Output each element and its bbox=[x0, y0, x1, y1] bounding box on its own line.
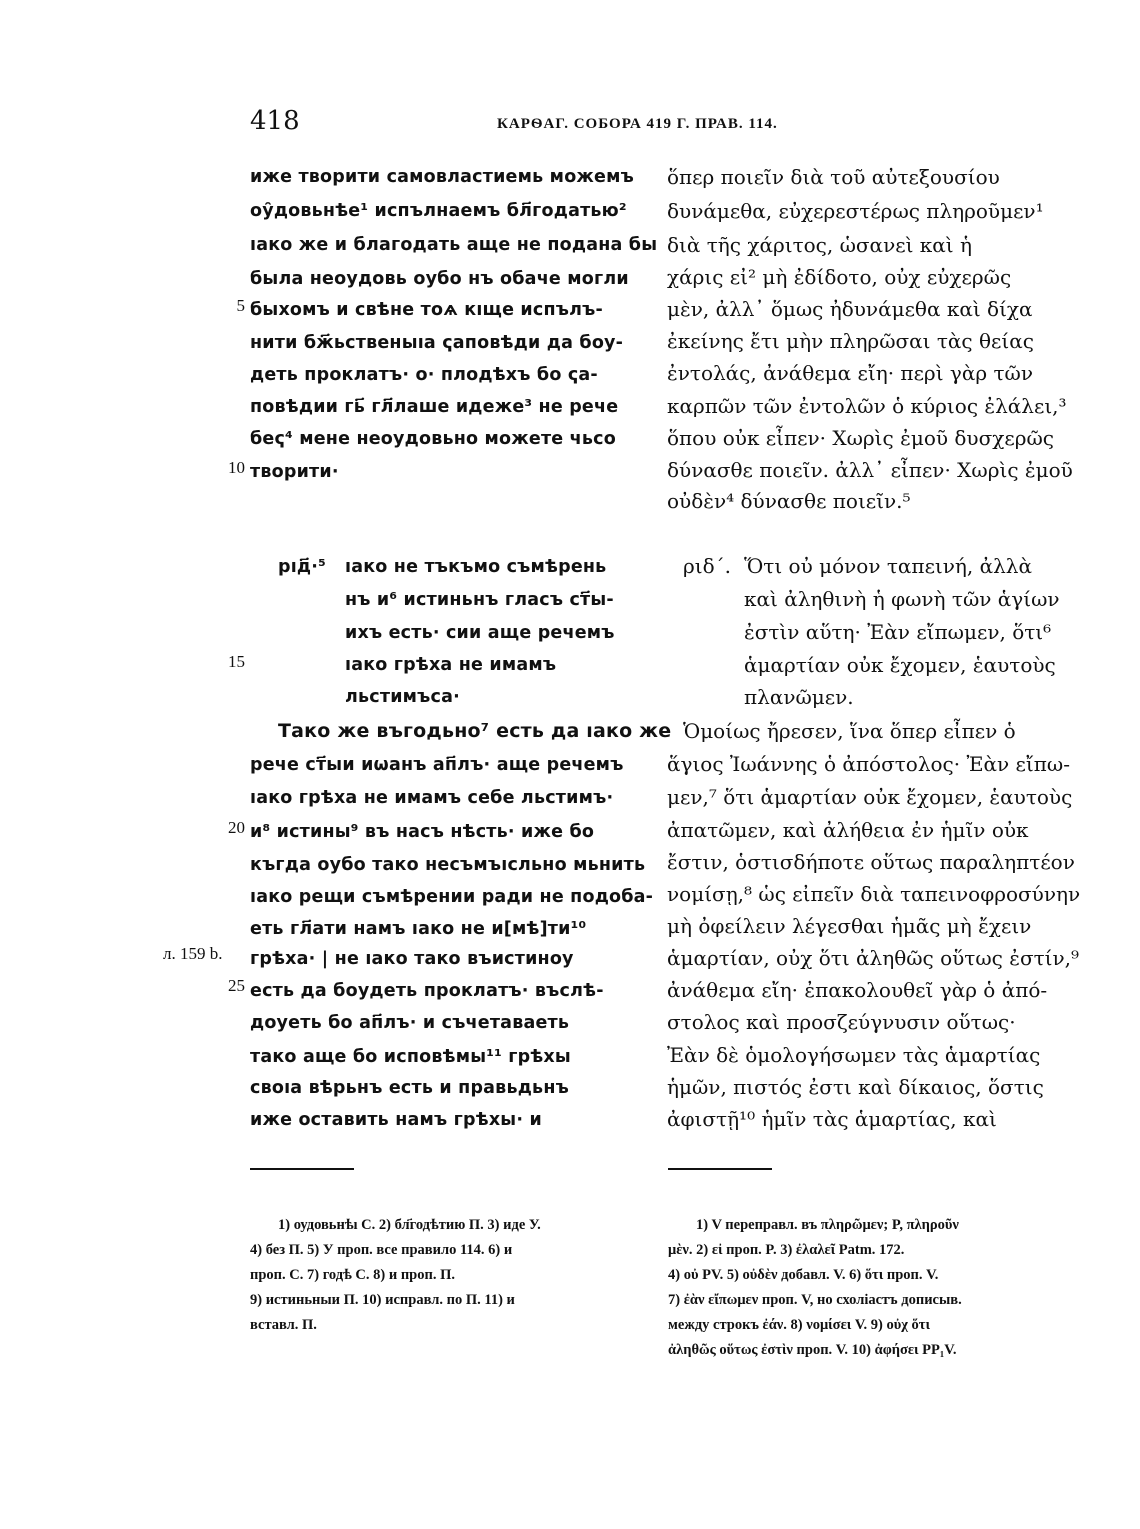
page-number: 418 bbox=[250, 106, 300, 136]
folio-reference: л. 159 b. bbox=[163, 944, 223, 963]
text-line: ἡμῶν, πιστός ἐστι καὶ δίκαιος, ὅστις bbox=[667, 1075, 1044, 1099]
footnote-line: 4) οὐ PV. 5) οὐδὲν добавл. V. 6) ὅτι проп. V. bbox=[668, 1267, 939, 1283]
text-line: оу̑довьнѣе¹ испълнаемъ бл҃годатью² bbox=[250, 201, 627, 221]
text-line: ἁμαρτίαν, οὐχ ὅτι ἀληθῶς οὕτως ἐστίν,⁹ bbox=[667, 946, 1080, 970]
text-line: ἅγιος Ἰωάννης ὁ ἀπόστολος· Ἐὰν εἴπω- bbox=[667, 752, 1070, 776]
text-line: ὅπερ ποιεῖν διὰ τοῦ αὐτεξουσίου bbox=[667, 165, 1000, 189]
text-line: и⁸ истины⁹ въ насъ нѣсть· иже бо bbox=[250, 822, 595, 842]
line-number: 20 bbox=[228, 818, 245, 837]
text-line: нъ и⁶ истиньнъ гласъ ст҃ы- bbox=[345, 590, 614, 610]
text-line: ıако грѣха не имамъ bbox=[345, 655, 557, 675]
text-line: льстимъса· bbox=[345, 687, 460, 707]
line-number: 5 bbox=[236, 296, 245, 315]
footnote-divider bbox=[668, 1168, 772, 1170]
text-line: ıако рещи съмѣрении ради не подоба- bbox=[250, 887, 654, 907]
footnote-line: вставл. П. bbox=[250, 1317, 317, 1333]
footnote-line: проп. С. 7) годѣ С. 8) и проп. П. bbox=[250, 1267, 455, 1283]
text-line: повѣдии гь҃ гл҃лаше идеже³ не рече bbox=[250, 397, 619, 417]
running-title: КАРѲАГ. СОБОРА 419 Г. ПРАВ. 114. bbox=[497, 116, 778, 132]
footnote-divider bbox=[250, 1168, 354, 1170]
text-line: беҁ⁴ мене неоудовьно можете чьсо bbox=[250, 429, 616, 449]
text-line: δύνασθε ποιεῖν. ἀλλ᾽ εἶπεν· Χωρὶς ἐμοῦ bbox=[667, 458, 1073, 482]
text-line: быхомъ и свѣне тоѧ кıще испълъ- bbox=[250, 300, 603, 320]
line-number: 10 bbox=[228, 458, 245, 477]
text-line: своıа вѣрьнъ есть и правьдьнъ bbox=[250, 1078, 569, 1098]
text-line: μὲν, ἀλλ᾽ ὅμως ἠδυνάμεθα καὶ δίχα bbox=[667, 297, 1033, 321]
text-line: ἀπατῶμεν, καὶ ἀλήθεια ἐν ἡμῖν οὐκ bbox=[667, 818, 1029, 842]
line-number: 25 bbox=[228, 976, 245, 995]
text-line: ἐντολάς, ἀνάθεμα εἴη· περὶ γὰρ τῶν bbox=[667, 361, 1033, 385]
text-line: была неоудовь оубо нъ обаче могли bbox=[250, 269, 629, 289]
footnote-line: 1) оудовьнѣı С. 2) бл҃годѣтию П. 3) иде У. bbox=[278, 1217, 541, 1233]
text-line: нити бж҃ьственыıа ҁаповѣди да боу- bbox=[250, 333, 624, 353]
text-line: рече ст҃ыи иѡанъ ап҃лъ· аще речемъ bbox=[250, 755, 624, 775]
text-line: καρπῶν τῶν ἐντολῶν ὁ κύριος ἐλάλει,³ bbox=[667, 394, 1067, 418]
text-line: тако аще бо исповѣмы¹¹ грѣхы bbox=[250, 1047, 571, 1067]
text-line: ὅπου οὐκ εἶπεν· Χωρὶς ἐμοῦ δυσχερῶς bbox=[667, 426, 1054, 450]
text-line: Тако же въгодьно⁷ есть да ıако же bbox=[278, 720, 672, 742]
footnote-line: ἀληθῶς οὕτως ἐστὶν проп. V. 10) ἀφήσει PP₁V. bbox=[668, 1342, 957, 1358]
text-line: творити· bbox=[250, 462, 339, 482]
text-line: μὴ ὀφείλειν λέγεσθαι ἡμᾶς μὴ ἔχειν bbox=[667, 914, 1032, 938]
canon-number: ριδ΄. bbox=[683, 554, 731, 578]
text-line: Ὅτι οὐ μόνον ταπεινή, ἀλλὰ bbox=[744, 554, 1032, 578]
text-line: иже оставить намъ грѣхы· и bbox=[250, 1110, 542, 1130]
text-line: ıако не тъкъмо съмѣрень bbox=[345, 557, 607, 577]
text-line: грѣха· | не ıако тако въистиноу bbox=[250, 949, 574, 969]
text-line: ἁμαρτίαν οὐκ ἔχομεν, ἑαυτοὺς bbox=[744, 653, 1056, 677]
text-line: иже творити самовластиемь можемъ bbox=[250, 167, 634, 187]
footnote-line: 9) истиньныи П. 10) исправл. по П. 11) и bbox=[250, 1292, 515, 1308]
text-line: ἐστὶν αὕτη· Ἐὰν εἴπωμεν, ὅτι⁶ bbox=[744, 620, 1052, 644]
footnote-line: 1) V переправл. въ πληρῶμεν; P, πληροῦν bbox=[696, 1217, 959, 1233]
footnote-line: 4) без П. 5) У проп. все правило 114. 6) и bbox=[250, 1242, 513, 1258]
text-line: χάρις εἰ² μὴ ἐδίδοτο, οὐχ εὐχερῶς bbox=[667, 265, 1012, 289]
text-line: ἀφιστῇ¹⁰ ἡμῖν τὰς ἁμαρτίας, καὶ bbox=[667, 1107, 997, 1131]
footnote-line: 7) ἐὰν εἴπωμεν проп. V, но схоліастъ дописыв. bbox=[668, 1292, 962, 1308]
text-line: ἀνάθεμα εἴη· ἐπακολουθεῖ γὰρ ὁ ἀπό- bbox=[667, 978, 1048, 1002]
text-line: ıако же и благодать аще не подана бы bbox=[250, 235, 658, 255]
footnote-line: между строкъ ἐάν. 8) νομίσει V. 9) οὐχ ὅτι bbox=[668, 1317, 930, 1333]
text-line: πλανῶμεν. bbox=[744, 685, 854, 709]
text-line: διὰ τῆς χάριτος, ὡσανεὶ καὶ ἡ bbox=[667, 233, 972, 257]
text-line: νομίσῃ,⁸ ὡς εἰπεῖν διὰ ταπεινοφροσύνην bbox=[667, 882, 1081, 906]
text-line: доуеть бо ап҃лъ· и съчетаваеть bbox=[250, 1013, 570, 1033]
text-line: деть проклатъ· о· плодѣхъ бо ҁа- bbox=[250, 365, 598, 385]
line-number: 15 bbox=[228, 652, 245, 671]
text-line: ıако грѣха не имамъ себе льстимъ· bbox=[250, 788, 614, 808]
text-line: καὶ ἀληθινὴ ἡ φωνὴ τῶν ἁγίων bbox=[744, 587, 1060, 611]
text-line: ἐκείνης ἔτι μὴν πληρῶσαι τὰς θείας bbox=[667, 329, 1034, 353]
canon-number: рıд҃·⁵ bbox=[278, 557, 326, 577]
text-line: еть гл҃ати намъ ıако не и[мѣ]ти¹⁰ bbox=[250, 919, 587, 939]
text-line: οὐδὲν⁴ δύνασθε ποιεῖν.⁵ bbox=[667, 489, 911, 513]
text-line: Ἐὰν δὲ ὁμολογήσωμεν τὰς ἁμαρτίας bbox=[667, 1043, 1041, 1067]
text-line: ихъ есть· сии аще речемъ bbox=[345, 623, 615, 643]
text-line: Ὁμοίως ἤρεσεν, ἵνα ὅπερ εἶπεν ὁ bbox=[683, 719, 1016, 743]
text-line: есть да боудеть проклатъ· въслѣ- bbox=[250, 981, 604, 1001]
text-line: στολος καὶ προσζεύγνυσιν οὕτως· bbox=[667, 1010, 1016, 1034]
text-line: δυνάμεθα, εὐχερεστέρως πληροῦμεν¹ bbox=[667, 199, 1044, 223]
text-line: ἔστιν, ὁστισδήποτε οὕτως παραληπτέον bbox=[667, 850, 1075, 874]
text-line: μεν,⁷ ὅτι ἁμαρτίαν οὐκ ἔχομεν, ἑαυτοὺς bbox=[667, 785, 1073, 809]
text-line: къгда оубо тако несъмъıсльно мьнить bbox=[250, 855, 646, 875]
footnote-line: μὲν. 2) εἰ проп. P. 3) ἐλαλεῖ Patm. 172. bbox=[668, 1242, 905, 1258]
